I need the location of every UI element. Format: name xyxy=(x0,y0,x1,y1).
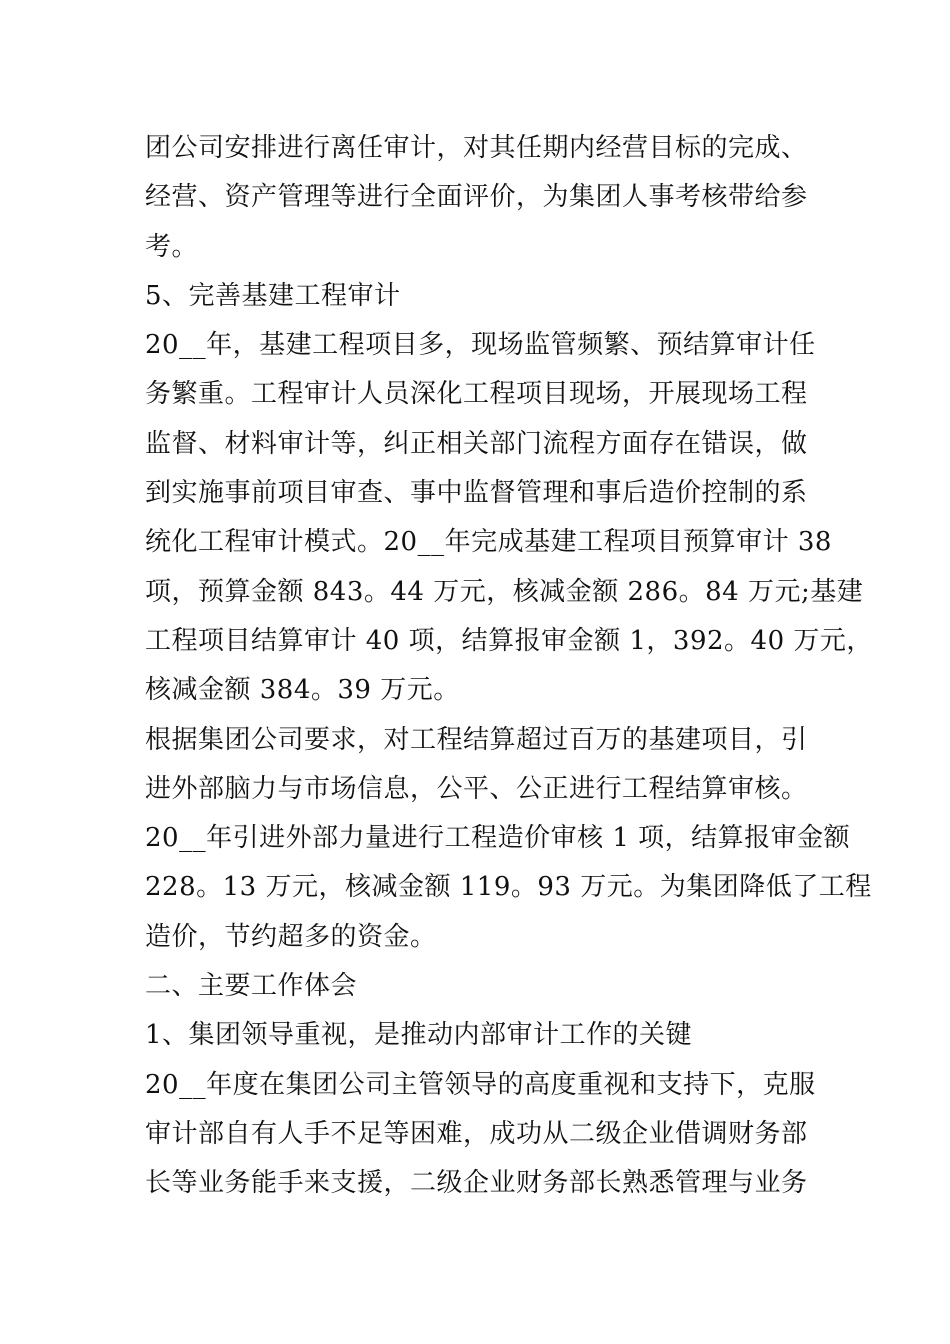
text-line: 核减金额 384。39 万元。 xyxy=(145,675,460,706)
section-heading: 5、完善基建工程审计 xyxy=(145,280,401,311)
text-line: 228。13 万元，核减金额 119。93 万元。为集团降低了工程 xyxy=(145,872,872,903)
text-line: 项，预算金额 843。44 万元，核减金额 286。84 万元;基建 xyxy=(145,576,864,607)
text-line: 20__年引进外部力量进行工程造价审核 1 项，结算报审金额 xyxy=(145,823,851,854)
text-line: 团公司安排进行离任审计，对其任期内经营目标的完成、 xyxy=(145,133,808,163)
text-line: 到实施事前项目审查、事中监督管理和事后造价控制的系 xyxy=(145,478,808,509)
text-line: 进外部脑力与市场信息，公平、公正进行工程结算审核。 xyxy=(145,773,808,804)
text-line: 经营、资产管理等进行全面评价，为集团人事考核带给参 xyxy=(145,182,808,213)
text-line: 造价，节约超多的资金。 xyxy=(145,921,437,952)
document-body xyxy=(145,124,873,1209)
subsection-heading: 1、集团领导重视，是推动内部审计工作的关键 xyxy=(145,1020,693,1051)
text-line: 20__年度在集团公司主管领导的高度重视和支持下，克服 xyxy=(145,1069,816,1100)
text-line: 长等业务能手来支援，二级企业财务部长熟悉管理与业务 xyxy=(145,1168,808,1199)
text-line: 20__年，基建工程项目多，现场监管频繁、预结算审计任 xyxy=(145,330,816,361)
section-heading: 二、主要工作体会 xyxy=(145,971,358,1002)
text-line: 考。 xyxy=(145,231,199,262)
text-line: 统化工程审计模式。20__年完成基建工程项目预算审计 38 xyxy=(145,527,832,558)
text-line: 务繁重。工程审计人员深化工程项目现场，开展现场工程 xyxy=(145,379,808,410)
text-line: 审计部自有人手不足等困难，成功从二级企业借调财务部 xyxy=(145,1118,808,1149)
text-line: 根据集团公司要求，对工程结算超过百万的基建项目，引 xyxy=(145,724,808,755)
text-line: 监督、材料审计等，纠正相关部门流程方面存在错误，做 xyxy=(145,428,808,459)
text-line: 工程项目结算审计 40 项，结算报审金额 1，392。40 万元， xyxy=(145,625,873,656)
